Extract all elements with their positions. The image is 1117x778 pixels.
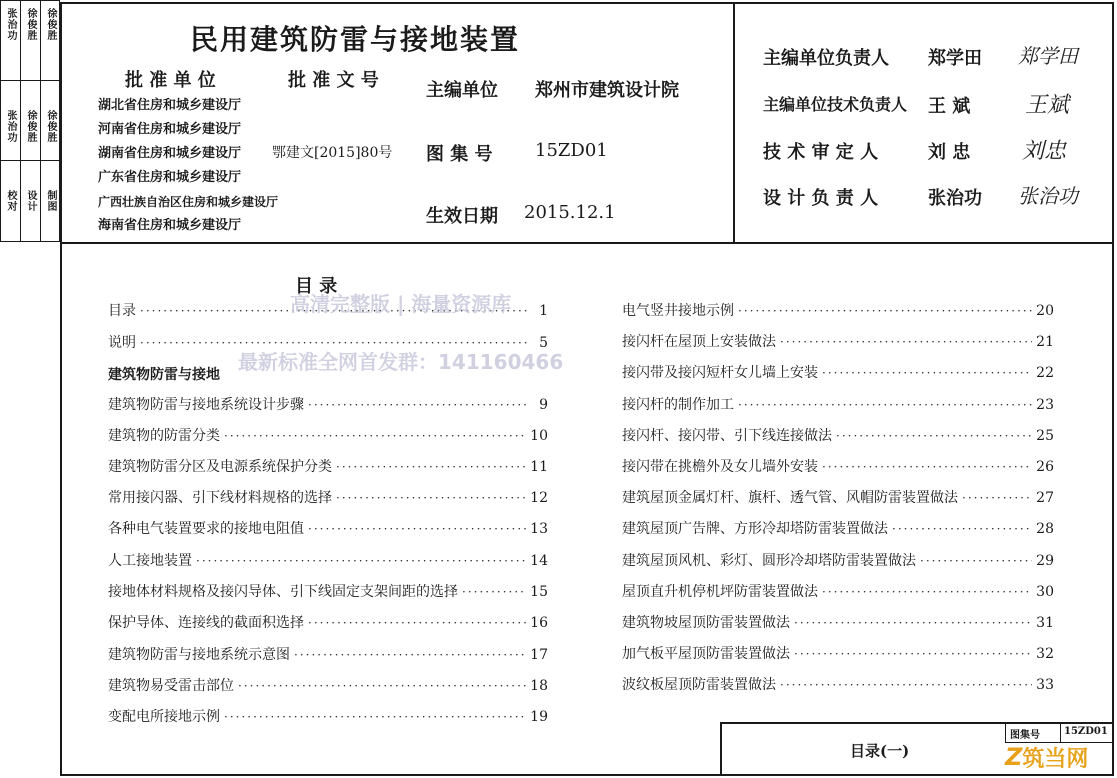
toc-item-text: 建筑屋顶风机、彩灯、圆形冷却塔防雷装置做法 xyxy=(622,553,916,569)
toc-leader xyxy=(794,647,1032,661)
toc-leader xyxy=(780,335,1032,349)
strip-cell: 张治功 xyxy=(5,8,16,41)
toc-item[interactable] xyxy=(622,518,1054,538)
toc-item-text: 波纹板屋顶防雷装置做法 xyxy=(622,677,776,693)
strip-cell: 设计 xyxy=(25,190,36,212)
toc-item-text: 接闪杆在屋顶上安装做法 xyxy=(622,334,776,350)
toc-item[interactable] xyxy=(108,675,548,695)
toc-item[interactable] xyxy=(622,362,1054,382)
toc-item-text: 建筑屋顶金属灯杆、旗杆、透气管、风帽防雷装置做法 xyxy=(622,490,958,506)
approval-unit: 广东省住房和城乡建设厅 xyxy=(98,170,242,185)
toc-item-text: 建筑物防雷分区及电源系统保护分类 xyxy=(108,459,332,475)
toc-item-text: 接地体材料规格及接闪导体、引下线固定支架间距的选择 xyxy=(108,584,458,600)
editor-unit-value: 郑州市建筑设计院 xyxy=(535,80,679,101)
effective-value: 2015.12.1 xyxy=(524,202,616,223)
signature: 张治功 xyxy=(1018,184,1078,208)
toc-item-text: 建筑物防雷与接地系统设计步骤 xyxy=(108,397,304,413)
toc-item-text: 加气板平屋顶防雷装置做法 xyxy=(622,646,790,662)
toc-item-page: 29 xyxy=(1036,553,1054,569)
responsible-name: 王 斌 xyxy=(928,96,971,117)
toc-item-page: 12 xyxy=(530,490,548,506)
toc-item-text: 接闪杆的制作加工 xyxy=(622,397,734,413)
approval-unit: 湖南省住房和城乡建设厅 xyxy=(98,146,242,161)
responsible-name: 郑学田 xyxy=(928,48,982,69)
brand-name: 筑当网 xyxy=(1022,746,1089,772)
responsible-role: 主编单位技术负责人 xyxy=(763,95,908,114)
toc-leader xyxy=(738,304,1032,318)
toc-leader xyxy=(224,429,526,443)
approval-unit-label: 批 准 单 位 xyxy=(125,70,216,91)
toc-item[interactable] xyxy=(622,394,1054,414)
signature: 王斌 xyxy=(1025,93,1070,118)
responsible-name: 张治功 xyxy=(928,188,982,209)
toc-item-page: 26 xyxy=(1036,459,1054,475)
toc-leader xyxy=(308,616,526,630)
signature: 郑学田 xyxy=(1018,44,1078,68)
approval-unit: 海南省住房和城乡建设厅 xyxy=(98,218,242,233)
toc-item[interactable] xyxy=(622,331,1054,351)
strip-cell: 徐俊胜 xyxy=(45,110,56,143)
editor-unit-label: 主编单位 xyxy=(426,80,498,101)
toc-item-text: 建筑物防雷与接地系统示意图 xyxy=(108,647,290,663)
toc-item[interactable] xyxy=(108,456,548,476)
toc-title: 目 录 xyxy=(295,276,338,297)
toc-leader xyxy=(892,522,1032,536)
toc-item[interactable] xyxy=(622,456,1054,476)
toc-leader xyxy=(738,398,1032,412)
approval-doc-label: 批 准 文 号 xyxy=(288,70,379,91)
toc-item[interactable] xyxy=(108,394,548,414)
footer-atlas-label: 图集号 xyxy=(1010,730,1040,741)
toc-leader xyxy=(794,616,1032,630)
atlas-no-label: 图 集 号 xyxy=(426,144,493,165)
toc-leader xyxy=(462,585,526,599)
strip-cell: 徐俊胜 xyxy=(25,8,36,41)
toc-item-text: 说明 xyxy=(108,335,136,351)
toc-item-page: 32 xyxy=(1036,646,1054,662)
toc-item[interactable] xyxy=(622,674,1054,694)
signature: 刘忠 xyxy=(1022,139,1067,164)
approval-doc-no: 鄂建文[2015]80号 xyxy=(272,145,393,161)
toc-item-text: 保护导体、连接线的截面积选择 xyxy=(108,615,304,631)
brand-mark-icon: Z xyxy=(1005,743,1023,771)
toc-item[interactable] xyxy=(622,581,1054,601)
toc-item[interactable] xyxy=(108,706,548,726)
toc-item-text: 建筑物的防雷分类 xyxy=(108,428,220,444)
strip-cell: 徐俊胜 xyxy=(25,110,36,143)
toc-leader xyxy=(308,522,526,536)
approval-unit: 湖北省住房和城乡建设厅 xyxy=(98,98,242,113)
main-title: 民用建筑防雷与接地装置 xyxy=(190,23,521,56)
toc-item[interactable] xyxy=(622,550,1054,570)
strip-cell: 校对 xyxy=(5,190,16,212)
toc-item-page: 23 xyxy=(1036,397,1054,413)
toc-leader xyxy=(822,585,1032,599)
toc-item-page: 33 xyxy=(1036,677,1054,693)
toc-item[interactable] xyxy=(622,643,1054,663)
toc-leader xyxy=(962,491,1032,505)
toc-leader xyxy=(308,398,528,412)
toc-leader xyxy=(196,554,526,568)
toc-item-text: 各种电气装置要求的接地电阻值 xyxy=(108,521,304,537)
toc-item[interactable] xyxy=(108,425,548,445)
toc-item-page: 22 xyxy=(1036,365,1054,381)
toc-item[interactable] xyxy=(108,518,548,538)
toc-item-page: 5 xyxy=(539,335,548,351)
toc-item-page: 31 xyxy=(1036,615,1054,631)
toc-item-text: 接闪带在挑檐外及女儿墙外安装 xyxy=(622,459,818,475)
toc-item[interactable] xyxy=(108,550,548,570)
responsible-role: 设 计 负 责 人 xyxy=(763,188,879,209)
toc-leader xyxy=(780,678,1032,692)
atlas-no-value: 15ZD01 xyxy=(535,140,608,161)
toc-item-page: 10 xyxy=(530,428,548,444)
footer-atlas-value: 15ZD01 xyxy=(1064,726,1108,737)
strip-cell: 张治功 xyxy=(5,110,16,143)
toc-leader xyxy=(336,491,526,505)
toc-leader xyxy=(336,460,526,474)
toc-item-text: 建筑屋顶广告牌、方形冷却塔防雷装置做法 xyxy=(622,521,888,537)
sheet-title: 目录(一) xyxy=(850,742,910,760)
toc-item-text: 建筑物坡屋顶防雷装置做法 xyxy=(622,615,790,631)
toc-leader xyxy=(822,460,1032,474)
strip-cell: 制图 xyxy=(45,190,56,212)
toc-leader xyxy=(836,429,1032,443)
approval-units-list xyxy=(98,94,278,238)
responsible-role: 技 术 审 定 人 xyxy=(763,142,879,163)
toc-item-page: 18 xyxy=(530,678,548,694)
toc-item-text: 屋顶直升机停机坪防雷装置做法 xyxy=(622,584,818,600)
toc-item-text: 人工接地装置 xyxy=(108,553,192,569)
responsible-role: 主编单位负责人 xyxy=(763,48,889,69)
toc-item-page: 25 xyxy=(1036,428,1054,444)
toc-item[interactable] xyxy=(622,612,1054,632)
toc-leader xyxy=(920,554,1032,568)
toc-item-page: 11 xyxy=(530,459,548,475)
toc-item[interactable] xyxy=(622,487,1054,507)
toc-item-page: 1 xyxy=(539,303,548,319)
strip-cell: 徐俊胜 xyxy=(45,8,56,41)
toc-leader xyxy=(822,366,1032,380)
toc-item-page: 17 xyxy=(530,647,548,663)
toc-item-text: 接闪杆、接闪带、引下线连接做法 xyxy=(622,428,832,444)
toc-leader xyxy=(224,710,526,724)
toc-item-text: 建筑物易受雷击部位 xyxy=(108,678,234,694)
toc-item[interactable] xyxy=(108,644,548,664)
toc-item-page: 27 xyxy=(1036,490,1054,506)
toc-item[interactable] xyxy=(108,612,548,632)
toc-item-page: 16 xyxy=(530,615,548,631)
effective-label: 生效日期 xyxy=(426,206,498,227)
toc-leader xyxy=(294,648,526,662)
toc-item-text: 常用接闪器、引下线材料规格的选择 xyxy=(108,490,332,506)
toc-item-page: 14 xyxy=(530,553,548,569)
toc-section-heading: 建筑物防雷与接地 xyxy=(108,367,220,383)
toc-item-page: 13 xyxy=(530,521,548,537)
toc-item-text: 接闪带及接闪短杆女儿墙上安装 xyxy=(622,365,818,381)
toc-item-page: 15 xyxy=(530,584,548,600)
toc-item[interactable] xyxy=(108,487,548,507)
toc-item-page: 28 xyxy=(1036,521,1054,537)
approval-unit: 河南省住房和城乡建设厅 xyxy=(98,122,242,137)
watermark-line-2: 最新标准全网首发群：141160466 xyxy=(238,350,564,374)
toc-item-text: 目录 xyxy=(108,303,136,319)
toc-item[interactable] xyxy=(622,300,1054,320)
toc-item-text: 电气竖井接地示例 xyxy=(622,303,734,319)
toc-item-text: 变配电所接地示例 xyxy=(108,709,220,725)
toc-item-page: 30 xyxy=(1036,584,1054,600)
toc-item[interactable] xyxy=(108,581,548,601)
toc-item-page: 21 xyxy=(1036,334,1054,350)
toc-leader xyxy=(238,679,526,693)
responsible-name: 刘 忠 xyxy=(928,142,971,163)
toc-item[interactable] xyxy=(622,425,1054,445)
toc-item-page: 20 xyxy=(1036,303,1054,319)
brand-logo xyxy=(1005,740,1088,774)
toc-item-page: 9 xyxy=(539,397,548,413)
approval-unit: 广西壮族自治区住房和城乡建设厅 xyxy=(98,195,279,209)
toc-item-page: 19 xyxy=(530,709,548,725)
watermark-line-1: 高清完整版 | 海量资源库 xyxy=(290,292,512,316)
